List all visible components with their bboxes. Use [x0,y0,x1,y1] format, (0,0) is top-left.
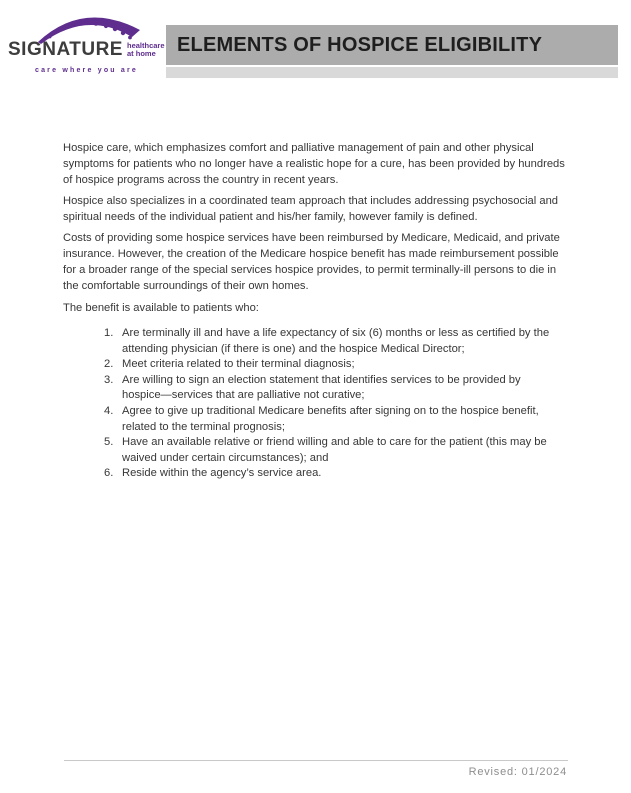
brand-tagline: care where you are [35,67,139,74]
list-item [63,373,568,404]
list-item-text: Meet criteria related to their terminal diagnosis; [122,358,355,371]
brand-subtext-line2: at home [126,49,156,58]
list-item-text: Have an available relative or friend willing and able to care for the patient (this may be waived under certain circumstances); and [122,436,547,464]
list-item-number: 4. [104,404,114,417]
list-item [63,435,568,466]
footer-divider [64,760,568,761]
paragraph-2: Hospice also specializes in a coordinated team approach that includes addressing psychosocial and spiritual needs of the individual patient and his/her family, however family is defined. [63,195,559,223]
title-bar-shadow [166,67,618,78]
logo [8,6,168,78]
brand-subtext-line1: healthcare [126,41,165,50]
brand-subtext [127,42,165,60]
list-item [63,466,568,482]
list-intro: The benefit is available to patients who: [63,302,259,314]
list-item-number: 1. [104,327,114,339]
eligibility-list [63,326,568,482]
list-item [63,357,568,373]
list-item-number: 3. [104,373,114,386]
list-item [63,404,568,435]
list-item-text: Agree to give up traditional Medicare benefits after signing on to the hospice benefit, related to the terminal prognosis; [122,404,539,433]
brand-row [8,40,165,60]
title-bar [166,25,618,65]
list-item-number: 5. [104,436,114,449]
list-item-text: Reside within the agency’s service area. [122,467,322,480]
list-item-text: Are willing to sign an election statement that identifies services to be provided by hospice—services that are palliative not curative; [122,373,521,402]
revision-label: Revised: 01/2024 [468,766,567,778]
brand-name: SIGNATURE [8,39,123,60]
paragraph-3: Costs of providing some hospice services have been reimbursed by Medicare, Medicaid, and private insurance. However, the creation of the Medicare hospice benefit has made reimbursement possible for a broader range of the special services hospice provides, to permit terminally-ill persons to die in the comfortable surroundings of their own homes. [63,232,560,292]
document-body [63,140,568,482]
list-item [63,326,568,357]
page-title: ELEMENTS OF HOSPICE ELIGIBILITY [177,33,543,56]
list-item-number: 6. [104,467,114,480]
list-item-text: Are terminally ill and have a life expectancy of six (6) months or less as certified by the attending physician (if there is one) and the hospice Medical Director; [122,327,550,355]
paragraph-1: Hospice care, which emphasizes comfort and palliative management of pain and other physical symptoms for patients who no longer have a realistic hope for a cure, has been provided by hundreds of hospice programs across the country in recent years. [63,142,565,186]
list-item-number: 2. [104,358,114,371]
